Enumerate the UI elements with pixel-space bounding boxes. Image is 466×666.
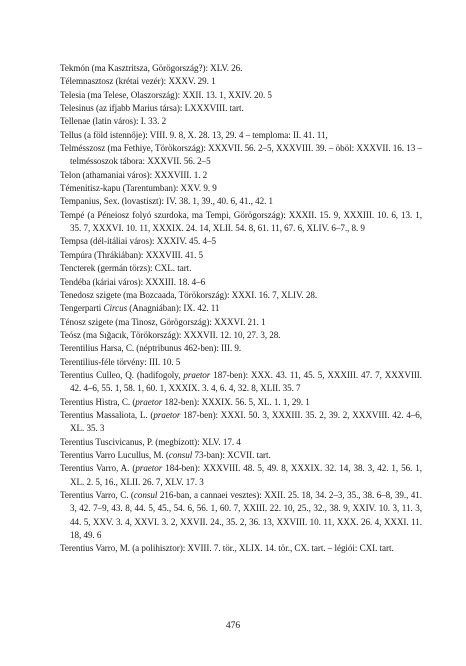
index-entry [60,329,422,342]
index-entry [60,249,422,262]
index-entry [60,316,422,329]
index-entry [60,102,422,115]
index-entry-italic-text: praetor [135,463,163,474]
index-entry-italic-text: consul [168,449,193,460]
index-entry-text: 216-ban, a cannaei vesztes): XXII. 25. 18, 34. 2–3, 35., 38. 6–8, 39., 41. 3, 42. 7–9, 43. 8, 44. 5, 45., 54. 6, 56. 1, 60. 7, XXIII. 22. 10, 25., 32., 38. 9, XXIV. 10. 3, 11. 3, 44. 5, XXV. 3. 4, XXVI. 3. 2, XXVII. 24., 35. 2, 36. 13, XXVIII. 10. 11, XXX. 26. 4, XXXI. 11. 18, 49. 6 [70,490,422,541]
index-list [60,62,422,556]
index-entry [60,449,422,462]
index-entry [60,142,422,169]
index-entry [60,62,422,75]
index-entry-text: Tellus (a föld istennője): VIII. 9. 8, X. 28. 13, 29. 4 – temploma: II. 41. 11, [60,129,328,140]
index-entry-text: Terentius Varro, A. ( [60,463,136,474]
index-entry [60,115,422,128]
index-entry [60,436,422,449]
index-entry-text: Tengerparti [60,303,104,314]
index-entry [60,89,422,102]
index-entry-text: Telesia (ma Telese, Olaszország): XXII. 13. 1, XXIV. 20. 5 [60,89,272,100]
index-entry-text: Terentius Varro, C. ( [60,490,134,500]
index-entry [60,195,422,208]
index-entry-text: 182-ben): XXXIX. 56. 5, XL. 1. 1, 29. 1 [162,396,310,407]
index-entry-italic-text: praetor [135,396,163,407]
index-entry-italic-text: Circus [103,303,128,314]
index-entry [60,235,422,248]
index-entry-text: Terentius Tuscivicanus, P. (megbízott): XLV. 17. 4 [60,436,241,447]
index-entry [60,342,422,355]
index-entry-italic-text: praetor [183,369,211,380]
index-entry-text: Tempé (a Péneiosz folyó szurdoka, ma Tempi, Görögország): XXXII. 15. 9, XXXIII. 10. 6, 13. 1, 35. 7, XXXVI. 10. 11, XXXIX. 24. 14, XLII. 54. 8, 61. 11, 67. 6, XLIV. 6–7., 8. 9 [60,209,422,234]
index-entry-text: 73-ban): XCVII. tart. [192,449,271,460]
index-entry-text: Terentius Massaliota, L. ( [60,409,154,420]
index-entry-text: Tenedosz szigete (ma Bozcaada, Törökország): XXXI. 16. 7, XLIV. 28. [60,289,318,300]
index-entry [60,489,422,542]
index-entry [60,262,422,275]
index-entry-text: (Anagniában): IX. 42. 11 [127,303,220,314]
index-entry-text: Tendéba (káriai város): XXXIII. 18. 4–6 [60,276,206,287]
index-entry-text: Terentilius Harsa, C. (néptribunus 462-ben): III. 9. [60,343,242,354]
index-entry [60,462,422,489]
index-entry-text: Tencterek (germán törzs): CXL. tart. [60,263,192,274]
index-entry-text: Terentius Histra, C. ( [60,396,136,407]
index-entry-text: 184-ben): XXXVIII. 48. 5, 49. 8, XXXIX. 32. 14, 38. 3, 42. 1, 56. 1, XL. 2. 5, 16., XLII. 26. 7, XLV. 17. 3 [70,463,422,487]
index-entry-text: Telmésszosz (ma Fethiye, Törökország): XXXVII. 56. 2–5, XXXVIII. 39. – öböl: XXXVII. 16. 13 – telméssoszok tábora: XXXVII. 56. 2–5 [60,143,422,167]
index-entry [60,169,422,182]
index-entry-text: Telesinus (az ifjabb Marius társa): LXXXVIII. tart. [60,103,244,114]
index-entry-text: 187-ben): XXX. 43. 11, 45. 5, XXXIII. 47. 7, XXXVIII. 42. 4–6, 55. 1, 58. 1, 60. 1, XXXIX. 3. 4, 6. 4, 32. 8, XLII. 35. 7 [70,369,423,394]
index-entry-text: 187-ben): XXXI. 50. 3, XXXIII. 35. 2, 39. 2, XXXVIII. 42. 4–6, XL. 35. 3 [70,409,422,434]
index-entry [60,396,422,409]
index-entry-text: Ténosz szigete (ma Tinosz, Görögország): XXXVI. 21. 1 [60,316,266,327]
index-entry-text: Tempanius, Sex. (lovastiszt): IV. 38. 1, 39., 40. 6, 41., 42. 1 [60,196,274,207]
index-entry-italic-text: consul [133,490,158,500]
index-entry-text: Telon (athamaniai város): XXXVIII. 1. 2 [60,169,208,180]
index-entry-text: Tempsa (dél-itáliai város): XXXIV. 45. 4–5 [60,236,216,247]
page-number: 476 [225,621,241,631]
index-entry [60,302,422,315]
index-entry-text: Terentilius-féle törvény: III. 10. 5 [60,356,181,367]
index-entry [60,369,422,396]
index-entry [60,75,422,88]
index-entry-text: Télemnasztosz (krétai vezér): XXXV. 29. 1 [60,76,216,87]
index-entry-text: Terentius Culleo, Q. (hadifogoly, [60,369,184,380]
index-entry-text: Terentius Varro, M. (a polihisztor): XVIII. 7. tör., XLIX. 14. tör., CX. tart. – légiói: CXI. tart. [60,543,394,554]
index-entry-text: Teósz (ma Sığacık, Törökország): XXXVII. 12. 10, 27. 3, 28. [60,329,281,340]
index-entry [60,289,422,302]
index-entry-text: Tempúra (Thrákiában): XXXVIII. 41. 5 [60,249,204,260]
index-entry [60,542,422,555]
index-entry [60,409,422,436]
index-entry-italic-text: praetor [153,409,181,420]
index-entry [60,129,422,142]
index-entry-text: Témenitisz-kapu (Tarentumban): XXV. 9. 9 [60,183,217,194]
index-entry [60,276,422,289]
index-entry-text: Tekmón (ma Kasztritsza, Görögország?): XLV. 26. [60,63,243,73]
index-entry-text: Terentius Varro Lucullus, M. ( [60,449,169,460]
index-entry [60,356,422,369]
index-entry [60,182,422,195]
index-entry-text: Tellenae (latin város): I. 33. 2 [60,116,167,127]
index-entry [60,209,422,236]
